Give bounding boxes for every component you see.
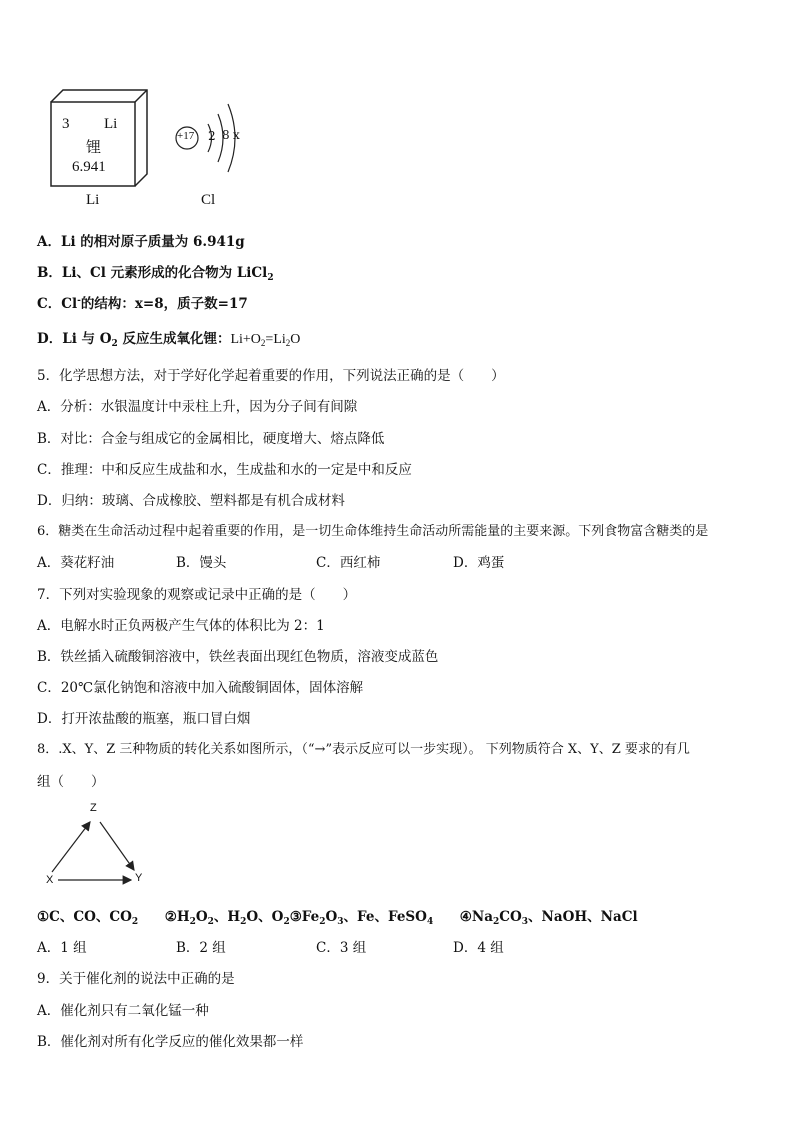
group-3: $③Fe_2O_3$、Fe、FeSO$_4$ [289, 909, 434, 927]
q4-option-b: B．Li、Cl 元素形成的化合物为 LiCl$_2$ [37, 265, 274, 283]
q7-option-b: B．铁丝插入硫酸铜溶液中，铁丝表面出现红色物质，溶液变成蓝色 [37, 649, 439, 665]
nucleus-charge: +17 [177, 130, 195, 142]
element-symbol: Li [104, 116, 118, 132]
q5-option-c: C．推理：中和反应生成盐和水，生成盐和水的一定是中和反应 [37, 462, 412, 478]
group-2: $②H_2O_2$、$H_2O$、$O_2$ [164, 909, 290, 927]
q8-stem-line1: 8．.X、Y、Z 三种物质的转化关系如图所示，（“→”表示反应可以一步实现）。 下列物质符合 X、Y、Z 要求的有几 [37, 742, 690, 757]
q7-option-d: D．打开浓盐酸的瓶塞，瓶口冒白烟 [37, 711, 251, 727]
cl-caption: Cl [201, 192, 216, 208]
group-4: $④Na_2CO_3$、NaOH、NaCl [459, 909, 638, 927]
xyz-triangle-diagram [38, 800, 158, 892]
q7-option-c: C．20℃氯化钠饱和溶液中加入硫酸铜固体，固体溶解 [37, 680, 364, 696]
q6-option-b: B．馒头 [176, 555, 227, 571]
lithium-element-card [50, 88, 150, 188]
q8-stem-line2: 组（ ） [37, 774, 105, 790]
group-1: ①C、CO、$CO_2$ [37, 909, 139, 927]
q6-option-d: D．鸡蛋 [453, 555, 505, 571]
q8-option-c: C．3 组 [316, 940, 367, 956]
q5-stem: 5．化学思想方法，对于学好化学起着重要的作用，下列说法正确的是（ ） [37, 368, 505, 384]
q4-option-a: A．Li 的相对原子质量为 6.941g [37, 234, 245, 250]
q5-option-b: B．对比：合金与组成它的金属相比，硬度增大、熔点降低 [37, 431, 385, 447]
q4-option-d: D．Li 与 $O_2$ 反应生成氧化锂：$Li+O_2=Li_2O$ [37, 331, 301, 349]
q7-stem: 7．下列对实验现象的观察或记录中正确的是（ ） [37, 587, 357, 603]
q8-substance-groups [37, 905, 638, 927]
q6-stem: 6．糖类在生命活动过程中起着重要的作用，是一切生命体维持生命活动所需能量的主要来源。下列食物富含糖类的是 [37, 524, 709, 539]
atomic-number: 3 [62, 116, 70, 132]
node-z: Z [90, 802, 97, 814]
shell-1-electrons: 2 [208, 129, 216, 143]
q4-option-c: C．Cl-的结构：x=8，质子数=17 [37, 296, 248, 312]
q8-option-a: A．1 组 [37, 940, 87, 956]
shell-2-electrons: 8 [222, 128, 230, 142]
q6-option-a: A．葵花籽油 [37, 555, 115, 571]
q5-option-d: D．归纳：玻璃、合成橡胶、塑料都是有机合成材料 [37, 493, 345, 509]
element-name: 锂 [86, 140, 102, 156]
node-y: Y [135, 872, 143, 884]
q9-option-a: A．催化剂只有二氧化锰一种 [37, 1003, 209, 1019]
q5-option-a: A．分析：水银温度计中汞柱上升，因为分子间有间隙 [37, 399, 358, 415]
q8-option-d: D．4 组 [453, 940, 504, 956]
node-x: X [46, 874, 54, 886]
q9-option-b: B．催化剂对所有化学反应的催化效果都一样 [37, 1034, 304, 1050]
chlorine-atom-structure [172, 98, 252, 178]
atomic-mass: 6.941 [72, 159, 106, 175]
q8-option-b: B．2 组 [176, 940, 226, 956]
li-caption: Li [86, 192, 100, 208]
equation: $Li+O_2=Li_2O$ [230, 332, 301, 348]
q7-option-a: A．电解水时正负两极产生气体的体积比为 2：1 [37, 618, 325, 634]
q9-stem: 9．关于催化剂的说法中正确的是 [37, 971, 235, 987]
q6-option-c: C．西红柿 [316, 555, 381, 571]
shell-3-electrons: x [233, 128, 240, 142]
